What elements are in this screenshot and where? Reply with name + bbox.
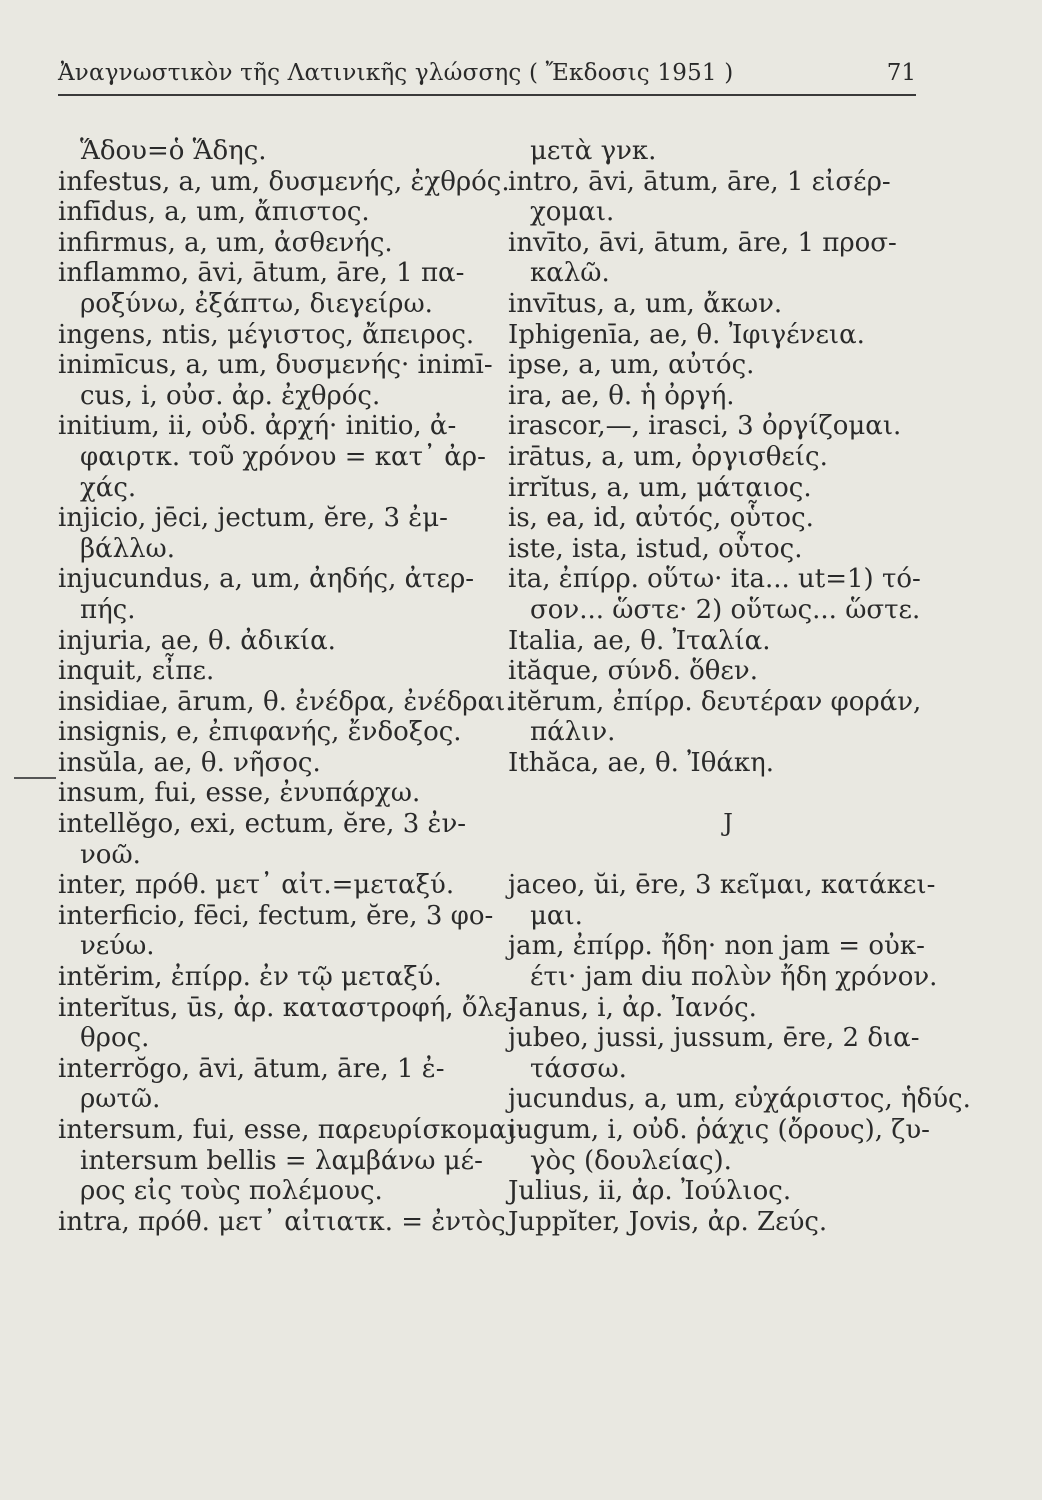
dictionary-entry-line: interficio, fēci, fectum, ĕre, 3 φο- <box>58 900 494 931</box>
entry-continuation-line: νοῶ. <box>80 839 141 870</box>
entry-continuation-line: πάλιν. <box>530 717 616 748</box>
entry-continuation-line: φαιρτκ. τοῦ χρόνου = κατ᾽ ἀρ- <box>80 441 486 472</box>
dictionary-entry-line: is, ea, id, αὐτός, οὗτος. <box>508 503 814 534</box>
dictionary-entry-line: ipse, a, um, αὐτός. <box>508 350 755 381</box>
dictionary-entry-line: invītus, a, um, ἄκων. <box>508 288 783 319</box>
running-title: Ἀναγνωστικὸν τῆς Λατινικῆς γλώσσης ( Ἔκδοσις 1951 ) <box>58 60 734 86</box>
entry-continuation-line: ρωτῶ. <box>80 1084 161 1115</box>
dictionary-entry-line: ira, ae, θ. ἡ ὀργή. <box>508 380 735 411</box>
entry-continuation-line: σον... ὥστε· 2) οὕτως... ὥστε. <box>530 594 921 625</box>
dictionary-entry-line: infestus, a, um, δυσμενής, ἐχθρός. <box>58 166 510 197</box>
dictionary-entry-line: jam, ἐπίρρ. ἤδη· non jam = οὐκ- <box>508 931 925 962</box>
dictionary-entry-line: initium, ii, οὐδ. ἀρχή· initio, ἀ- <box>58 411 457 442</box>
dictionary-entry-line: jaceo, ŭi, ēre, 3 κεῖμαι, κατάκει- <box>508 870 936 901</box>
page-number: 71 <box>886 60 916 86</box>
entry-continuation-line: πής. <box>80 594 136 625</box>
entry-continuation-line: Ἅδου=ὁ Ἅδης. <box>80 136 267 166</box>
dictionary-entry-line: insŭla, ae, θ. νῆσος. <box>58 747 321 778</box>
entry-continuation-line: ρος εἰς τοὺς πολέμους. <box>80 1176 383 1207</box>
dictionary-entry-line: intro, āvi, ātum, āre, 1 εἰσέρ- <box>508 166 891 197</box>
entry-continuation-line: intersum bellis = λαμβάνω μέ- <box>80 1145 483 1176</box>
dictionary-entry-line: jubeo, jussi, jussum, ēre, 2 δια- <box>508 1023 920 1054</box>
dictionary-entry-line: infirmus, a, um, ἀσθενής. <box>58 227 393 258</box>
dictionary-entry-line: injuria, ae, θ. ἀδικία. <box>58 625 336 656</box>
entry-continuation-line: θρος. <box>80 1023 150 1054</box>
entry-continuation-line: μαι. <box>530 900 583 931</box>
dictionary-entry-line: interrŏgo, āvi, ātum, āre, 1 ἐ- <box>58 1053 445 1084</box>
entries-j <box>508 870 971 1237</box>
dictionary-entry-line: intĕrim, ἐπίρρ. ἐν τῷ μεταξύ. <box>58 962 442 993</box>
dictionary-entry-line: jugum, i, οὐδ. ῥάχις (ὄρους), ζυ- <box>508 1115 930 1146</box>
entry-continuation-line: καλῶ. <box>530 258 610 289</box>
dictionary-entry-line: ingens, ntis, μέγιστος, ἄπειρος. <box>58 319 475 350</box>
dictionary-entry-line: injicio, jēci, jectum, ĕre, 3 ἐμ- <box>58 503 448 534</box>
dictionary-entry-line: insidiae, ārum, θ. ἐνέδρα, ἐνέδραι. <box>58 686 514 717</box>
dictionary-entry-line: ităque, σύνδ. ὅθεν. <box>508 656 758 687</box>
dictionary-entry-line: Italia, ae, θ. Ἰταλία. <box>508 625 771 656</box>
dictionary-entry-line: intersum, fui, esse, παρευρίσκομαι· <box>58 1115 526 1145</box>
dictionary-entry-line: Janus, i, ἀρ. Ἰανός. <box>508 992 757 1023</box>
dictionary-entry-line: jucundus, a, um, εὐχάριστος, ἡδύς. <box>508 1084 971 1115</box>
entry-continuation-line: χομαι. <box>530 197 615 228</box>
dictionary-entry-line: irrĭtus, a, um, μάταιος. <box>508 472 812 503</box>
margin-mark <box>14 777 56 779</box>
dictionary-entry-line: insum, fui, esse, ἐνυπάρχω. <box>58 778 421 809</box>
entries-i <box>508 136 948 778</box>
dictionary-entry-line: inflammo, āvi, ātum, āre, 1 πα- <box>58 258 465 289</box>
dictionary-entry-line: injucundus, a, um, ἀηδής, ἀτερ- <box>58 564 475 595</box>
dictionary-entry-line: irātus, a, um, ὀργισθείς. <box>508 441 828 472</box>
dictionary-entry-line: inter, πρόθ. μετ᾽ αἰτ.=μεταξύ. <box>58 870 455 901</box>
entry-continuation-line: ροξύνω, ἐξάπτω, διεγείρω. <box>80 288 433 319</box>
dictionary-entry-line: Iphigenīa, ae, θ. Ἰφιγένεια. <box>508 319 865 350</box>
right-column <box>508 136 971 1237</box>
dictionary-entry-line: Ithăca, ae, θ. Ἰθάκη. <box>508 747 775 778</box>
dictionary-entry-line: infīdus, a, um, ἄπιστος. <box>58 197 370 228</box>
dictionary-entry-line: intra, πρόθ. μετ᾽ αἰτιατκ. = ἐντὸς <box>58 1206 506 1237</box>
dictionary-entry-line: inimīcus, a, um, δυσμενής· inimī- <box>58 350 493 381</box>
dictionary-entry-line: iste, ista, istud, οὗτος. <box>508 533 803 564</box>
entry-continuation-line: cus, i, οὐσ. ἀρ. ἐχθρός. <box>80 380 381 411</box>
dictionary-entry-line: insignis, e, ἐπιφανής, ἔνδοξος. <box>58 717 462 748</box>
dictionary-entry-line: Juppĭter, Jovis, ἀρ. Ζεύς. <box>508 1206 828 1237</box>
entry-continuation-line: βάλλω. <box>80 533 176 564</box>
dictionary-entry-line: invīto, āvi, ātum, āre, 1 προσ- <box>508 227 897 258</box>
entry-continuation-line: χάς. <box>80 472 137 503</box>
entry-continuation-line: γὸς (δουλείας). <box>530 1145 732 1176</box>
dictionary-entry-line: interĭtus, ūs, ἀρ. καταστροφή, ὄλε- <box>58 992 517 1023</box>
dictionary-entry-line: intellĕgo, exi, ectum, ĕre, 3 ἐν- <box>58 809 467 840</box>
dictionary-entry-line: Julius, ii, ἀρ. Ἰούλιος. <box>508 1176 792 1207</box>
dictionary-entry-line: ita, ἐπίρρ. οὕτω· ita... ut=1) τό- <box>508 564 921 595</box>
entry-continuation-line: νεύω. <box>80 931 155 962</box>
entry-continuation-line: μετὰ γνκ. <box>530 136 657 166</box>
section-letter-heading: J <box>723 809 733 838</box>
entry-continuation-line: έτι· jam diu πολὺν ἤδη χρόνον. <box>530 962 938 993</box>
dictionary-entry-line: itĕrum, ἐπίρρ. δευτέραν φοράν, <box>508 686 922 717</box>
left-column <box>58 136 526 1237</box>
entry-continuation-line: τάσσω. <box>530 1053 627 1084</box>
dictionary-entry-line: irascor,—, irasci, 3 ὀργίζομαι. <box>508 411 902 442</box>
page-header <box>58 58 916 96</box>
dictionary-entry-line: inquit, εἶπε. <box>58 656 215 687</box>
